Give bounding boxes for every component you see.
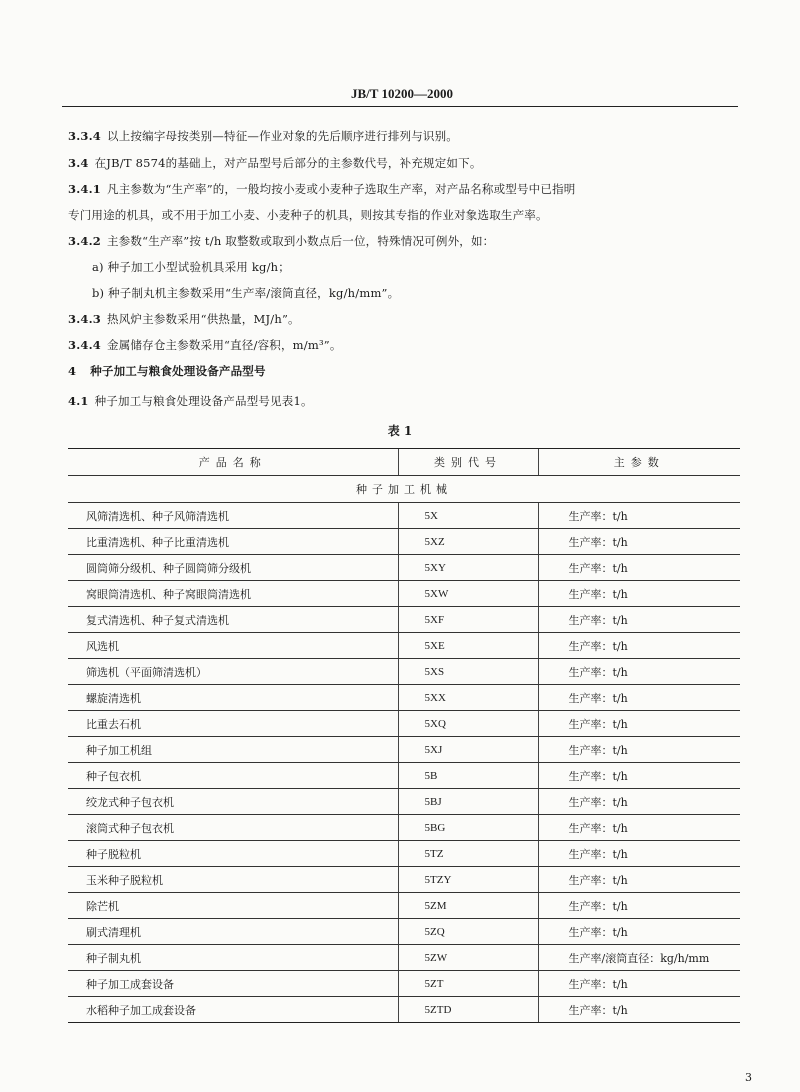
product-name-cell: 风选机	[68, 633, 398, 659]
table-group-row	[68, 476, 740, 503]
category-code-cell: 5ZW	[398, 945, 538, 971]
category-code-cell: 5B	[398, 763, 538, 789]
table-row	[68, 763, 740, 789]
table-row	[68, 893, 740, 919]
product-name-cell: 比重清选机、种子比重清选机	[68, 529, 398, 555]
section-heading-4: 4 种子加工与粮食处理设备产品型号	[68, 364, 266, 378]
product-name-cell: 圆筒筛分级机、种子圆筒筛分级机	[68, 555, 398, 581]
table-row	[68, 633, 740, 659]
main-parameter-cell: 生产率：t/h	[538, 815, 740, 841]
header-product-name: 产品名称	[68, 449, 398, 476]
main-parameter-cell: 生产率：t/h	[538, 711, 740, 737]
product-name-cell: 玉米种子脱粒机	[68, 867, 398, 893]
category-code-cell: 5X	[398, 503, 538, 529]
table-row	[68, 711, 740, 737]
paragraph-3-4: 3.4 在JB/T 8574的基础上，对产品型号后部分的主参数代号，补充规定如下。	[68, 156, 482, 170]
paragraph-3-4-1: 3.4.1 凡主参数为“生产率”的，一般均按小麦或小麦种子选取生产率，对产品名称或型号中已指明	[68, 182, 576, 196]
table-row	[68, 581, 740, 607]
category-code-cell: 5XE	[398, 633, 538, 659]
header-category-code: 类别代号	[398, 449, 538, 476]
main-parameter-cell: 生产率：t/h	[538, 581, 740, 607]
main-parameter-cell: 生产率：t/h	[538, 763, 740, 789]
header-main-parameter: 主参数	[538, 449, 740, 476]
main-parameter-cell: 生产率：t/h	[538, 893, 740, 919]
product-name-cell: 种子脱粒机	[68, 841, 398, 867]
category-code-cell: 5ZM	[398, 893, 538, 919]
main-parameter-cell: 生产率：t/h	[538, 503, 740, 529]
main-parameter-cell: 生产率/滚筒直径：kg/h/mm	[538, 945, 740, 971]
product-name-cell: 种子加工机组	[68, 737, 398, 763]
product-name-cell: 螺旋清选机	[68, 685, 398, 711]
category-code-cell: 5TZ	[398, 841, 538, 867]
main-parameter-cell: 生产率：t/h	[538, 529, 740, 555]
paragraph-3-4-4: 3.4.4 金属储存仓主参数采用“直径/容积，m/m³”。	[68, 338, 342, 352]
product-name-cell: 窝眼筒清选机、种子窝眼筒清选机	[68, 581, 398, 607]
category-code-cell: 5XX	[398, 685, 538, 711]
category-code-cell: 5ZT	[398, 971, 538, 997]
product-name-cell: 水稻种子加工成套设备	[68, 997, 398, 1023]
category-code-cell: 5XS	[398, 659, 538, 685]
paragraph-3-4-2-b: b) 种子制丸机主参数采用“生产率/滚筒直径，kg/h/mm”。	[92, 286, 400, 300]
page-header: JB/T 10200—2000	[351, 86, 453, 101]
main-parameter-cell: 生产率：t/h	[538, 997, 740, 1023]
table-row	[68, 737, 740, 763]
category-code-cell: 5XW	[398, 581, 538, 607]
main-parameter-cell: 生产率：t/h	[538, 737, 740, 763]
category-code-cell: 5ZQ	[398, 919, 538, 945]
main-parameter-cell: 生产率：t/h	[538, 789, 740, 815]
product-name-cell: 复式清选机、种子复式清选机	[68, 607, 398, 633]
table-row	[68, 919, 740, 945]
table-row	[68, 503, 740, 529]
main-parameter-cell: 生产率：t/h	[538, 659, 740, 685]
product-name-cell: 刷式清理机	[68, 919, 398, 945]
table-title: 表 1	[387, 424, 413, 438]
product-model-table	[68, 448, 740, 1023]
category-code-cell: 5ZTD	[398, 997, 538, 1023]
main-parameter-cell: 生产率：t/h	[538, 633, 740, 659]
table-row	[68, 607, 740, 633]
paragraph-3-4-2-a: a) 种子加工小型试验机具采用 kg/h；	[92, 260, 290, 274]
category-code-cell: 5BG	[398, 815, 538, 841]
main-parameter-cell: 生产率：t/h	[538, 919, 740, 945]
table-row	[68, 529, 740, 555]
table-row	[68, 997, 740, 1023]
table-row	[68, 555, 740, 581]
category-code-cell: 5XF	[398, 607, 538, 633]
main-parameter-cell: 生产率：t/h	[538, 555, 740, 581]
paragraph-4-1: 4.1 种子加工与粮食处理设备产品型号见表1。	[68, 394, 313, 408]
main-parameter-cell: 生产率：t/h	[538, 607, 740, 633]
main-parameter-cell: 生产率：t/h	[538, 841, 740, 867]
paragraph-3-3-4: 3.3.4 以上按编字母按类别—特征—作业对象的先后顺序进行排列与识别。	[68, 129, 459, 143]
paragraph-3-4-2: 3.4.2 主参数“生产率”按 t/h 取整数或取到小数点后一位，特殊情况可例外，如：	[68, 234, 495, 248]
header-rule	[62, 106, 738, 107]
product-name-cell: 绞龙式种子包衣机	[68, 789, 398, 815]
table-row	[68, 971, 740, 997]
category-code-cell: 5BJ	[398, 789, 538, 815]
product-name-cell: 比重去石机	[68, 711, 398, 737]
main-parameter-cell: 生产率：t/h	[538, 685, 740, 711]
product-name-cell: 种子制丸机	[68, 945, 398, 971]
category-code-cell: 5XY	[398, 555, 538, 581]
product-name-cell: 筛选机（平面筛清选机）	[68, 659, 398, 685]
table-row	[68, 815, 740, 841]
category-code-cell: 5TZY	[398, 867, 538, 893]
category-code-cell: 5XJ	[398, 737, 538, 763]
product-name-cell: 种子加工成套设备	[68, 971, 398, 997]
page-number: 3	[745, 1071, 752, 1084]
product-name-cell: 种子包衣机	[68, 763, 398, 789]
product-name-cell: 风筛清选机、种子风筛清选机	[68, 503, 398, 529]
main-parameter-cell: 生产率：t/h	[538, 867, 740, 893]
table-header-row	[68, 449, 740, 476]
paragraph-3-4-3: 3.4.3 热风炉主参数采用“供热量，MJ/h”。	[68, 312, 300, 326]
main-parameter-cell: 生产率：t/h	[538, 971, 740, 997]
product-name-cell: 滚筒式种子包衣机	[68, 815, 398, 841]
product-name-cell: 除芒机	[68, 893, 398, 919]
table-row	[68, 867, 740, 893]
table-row	[68, 841, 740, 867]
table-row	[68, 659, 740, 685]
table-row	[68, 789, 740, 815]
group-label: 种子加工机械	[68, 476, 740, 503]
table-row	[68, 685, 740, 711]
category-code-cell: 5XQ	[398, 711, 538, 737]
paragraph-3-4-1-cont: 专门用途的机具，或不用于加工小麦、小麦种子的机具，则按其专指的作业对象选取生产率。	[68, 208, 548, 222]
table-row	[68, 945, 740, 971]
category-code-cell: 5XZ	[398, 529, 538, 555]
